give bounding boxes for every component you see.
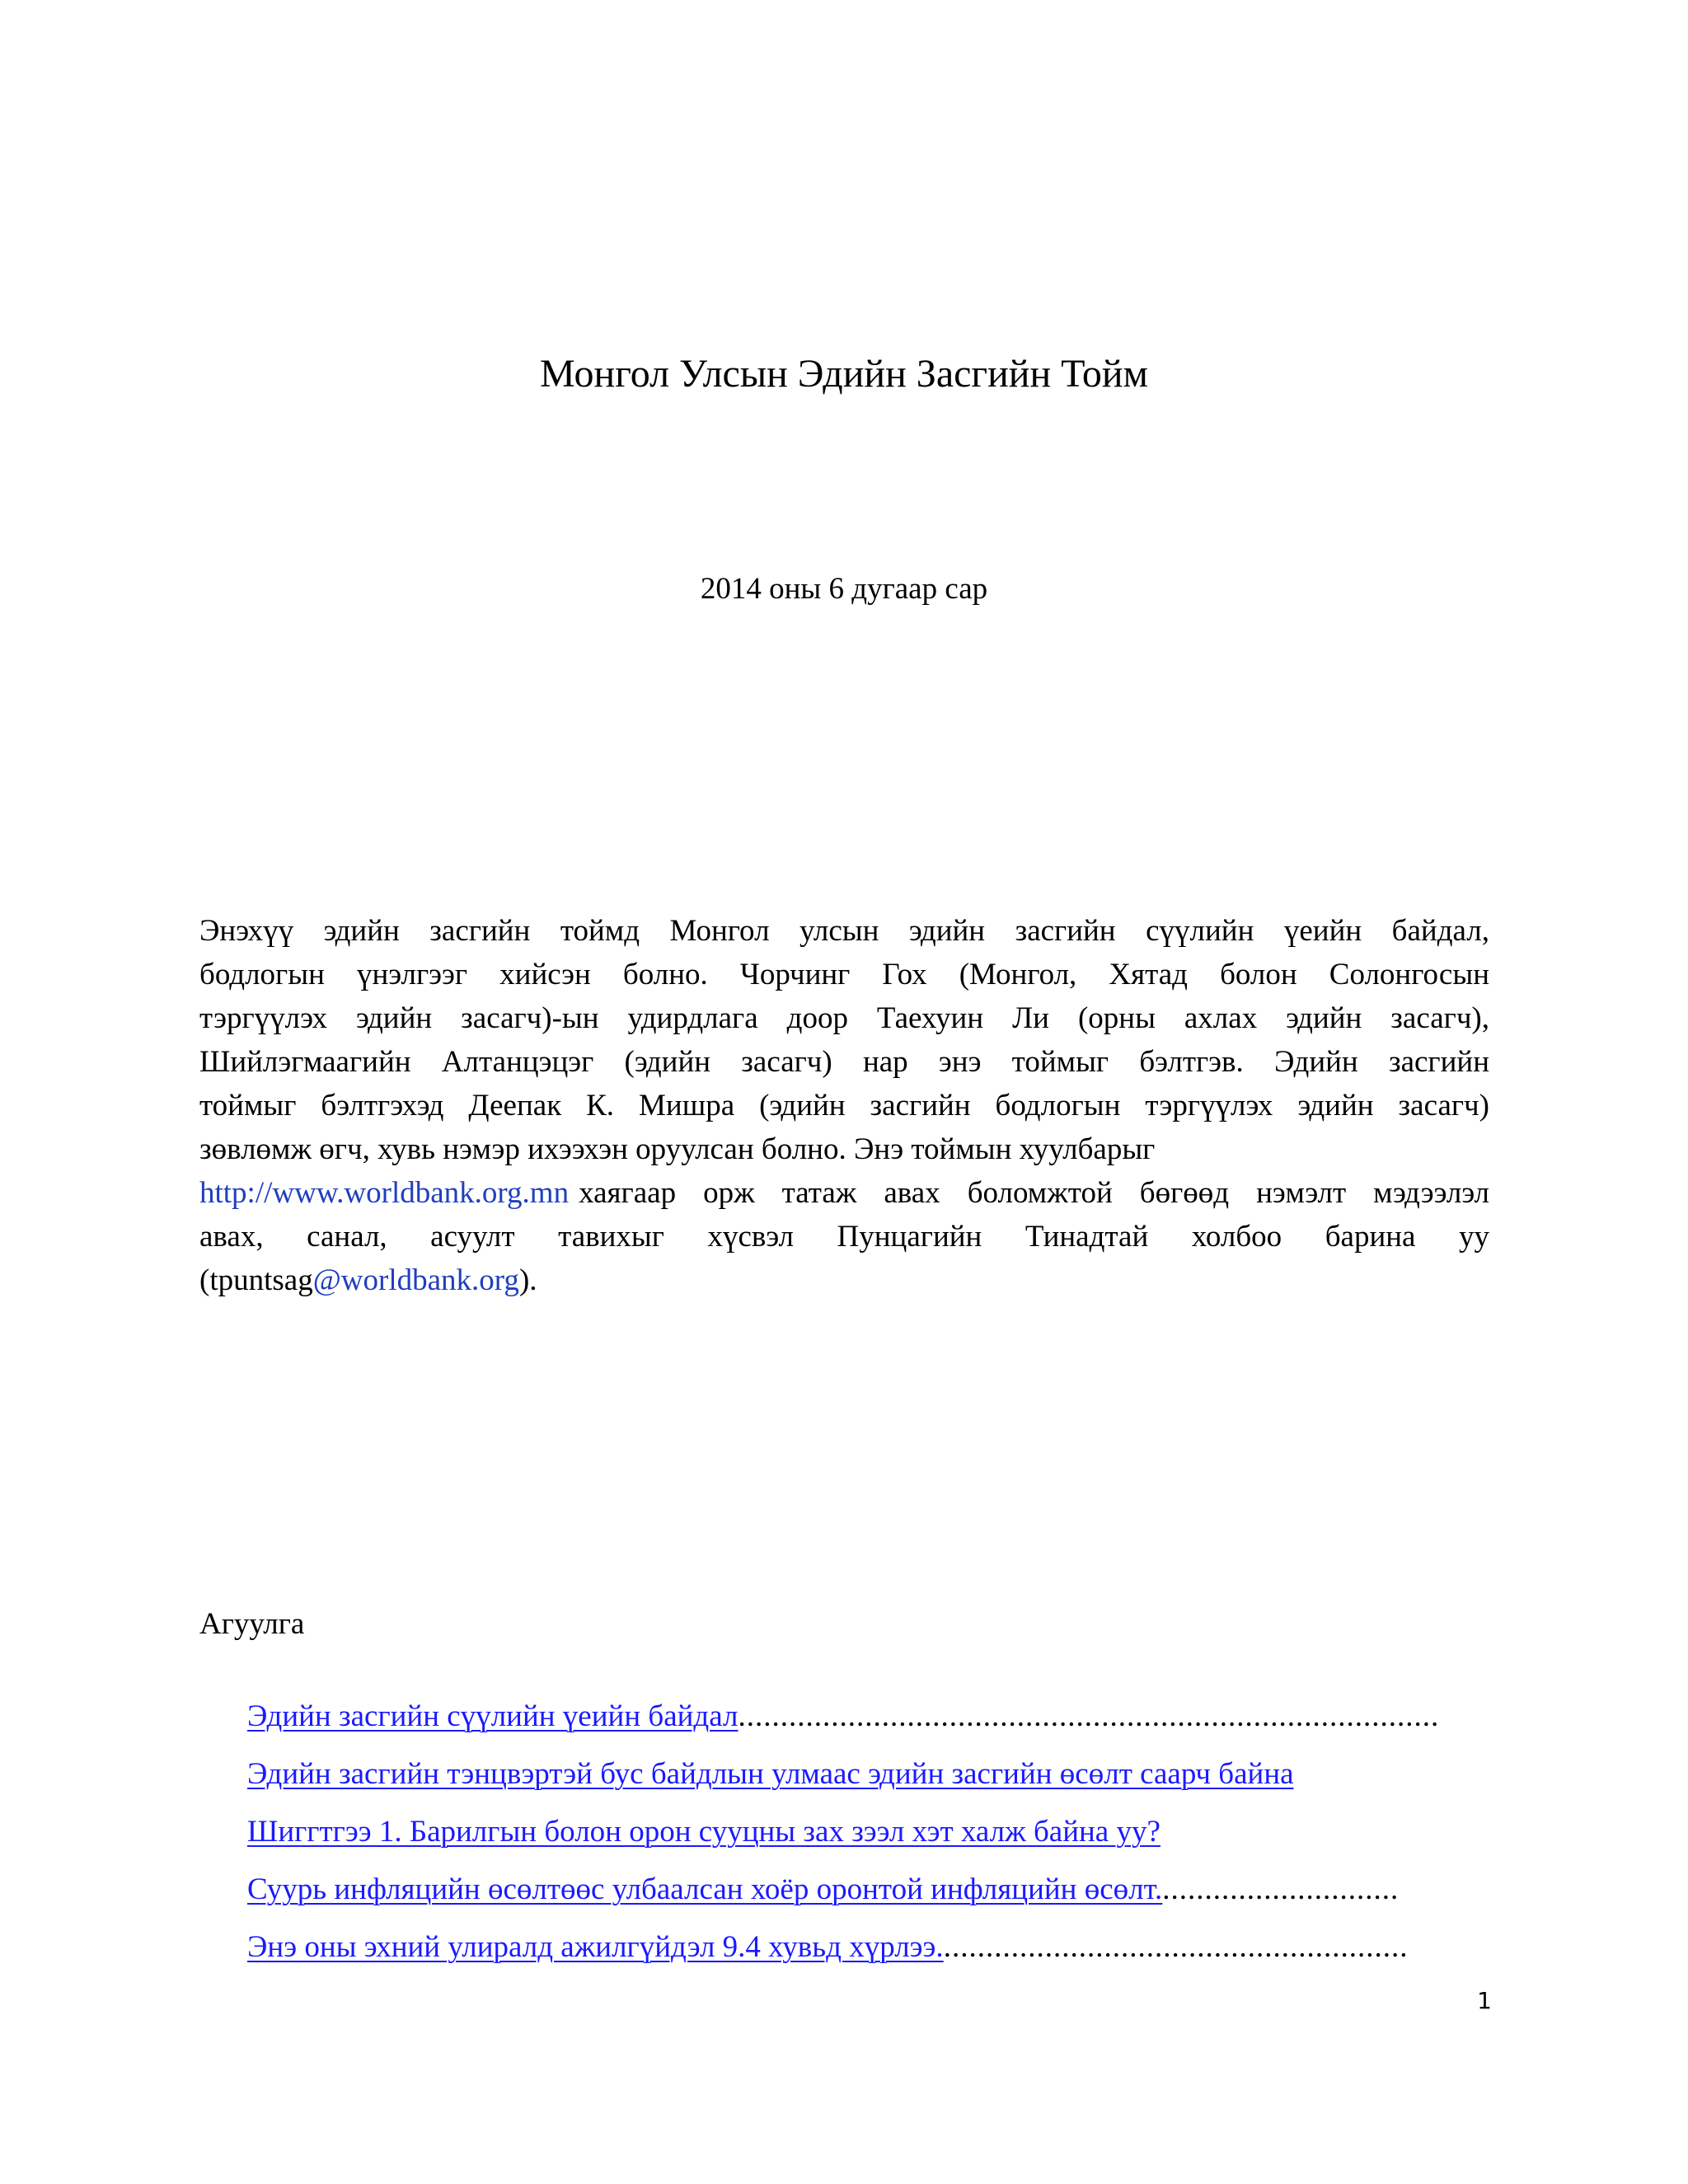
toc-link[interactable]: Энэ оны эхний улиралд ажилгүйдэл 9.4 хувьд хүрлээ.: [247, 1930, 944, 1964]
toc-link[interactable]: Суурь инфляцийн өсөлтөөс улбаалсан хоёр оронтой инфляцийн өсөлт.: [247, 1872, 1163, 1906]
abstract-contact-line: [199, 1258, 1489, 1302]
abstract-line: авах, санал, асуулт тавихыг хүсвэл Пунцагийн Тинадтай холбоо барина уу: [199, 1220, 1489, 1254]
toc-item: [247, 1927, 1481, 1985]
table-of-contents: [247, 1696, 1481, 1985]
toc-link[interactable]: Эдийн засгийн тэнцвэртэй бус байдлын улмаас эдийн засгийн өсөлт саарч байна: [247, 1757, 1294, 1791]
abstract-line: тэргүүлэх эдийн засагч)-ын удирдлага доор Таехуин Ли (орны ахлах эдийн засагч),: [199, 1001, 1489, 1035]
abstract-line-text: хаягаар орж татаж авах боломжтой бөгөөд нэмэлт мэдээлэл: [579, 1176, 1489, 1210]
document-title: Монгол Улсын Эдийн Засгийн Тойм: [540, 352, 1148, 396]
toc-leader-dots: .......................................................: [943, 1930, 1409, 1964]
toc-link[interactable]: Шиггтгээ 1. Барилгын болон орон сууцны зах зээл хэт халж байна уу?: [247, 1815, 1160, 1849]
toc-leader-dots: ............................: [1162, 1872, 1400, 1906]
worldbank-url-link[interactable]: http://www.worldbank.org.mn: [199, 1176, 570, 1210]
toc-item: [247, 1754, 1481, 1811]
abstract-line: Шийлэгмаагийн Алтанцэцэг (эдийн засагч) нар энэ тоймыг бэлтгэв. Эдийн засгийн: [199, 1045, 1489, 1079]
abstract-line: бодлогын үнэлгээг хийсэн болно. Чорчинг Гох (Монгол, Хятад болон Солонгосын: [199, 958, 1489, 991]
contact-email-link[interactable]: @worldbank.org: [312, 1263, 519, 1297]
page-number: 1: [1477, 1987, 1492, 2014]
contact-suffix: ).: [518, 1263, 537, 1297]
toc-item: [247, 1869, 1481, 1927]
toc-item: [247, 1811, 1481, 1869]
abstract-line: Энэхүү эдийн засгийн тоймд Монгол улсын эдийн засгийн сүүлийн үеийн байдал,: [199, 914, 1489, 948]
toc-link[interactable]: Эдийн засгийн сүүлийн үеийн байдал: [247, 1699, 738, 1733]
abstract-line: тоймыг бэлтгэхэд Деепак К. Мишра (эдийн засгийн бодлогын тэргүүлэх эдийн засагч): [199, 1089, 1489, 1122]
contact-prefix: (tpuntsag: [199, 1263, 313, 1297]
abstract-paragraph: [199, 909, 1489, 1302]
toc-item: [247, 1696, 1481, 1754]
abstract-line: зөвлөмж өгч, хувь нэмэр ихээхэн оруулсан болно. Энэ тоймын хуулбарыг: [199, 1132, 1156, 1166]
toc-heading: Агуулга: [199, 1607, 305, 1641]
document-date: 2014 оны 6 дугаар сар: [700, 572, 988, 606]
abstract-line-with-link: [199, 1171, 1489, 1215]
toc-leader-dots: ...................................................................................: [738, 1699, 1440, 1733]
